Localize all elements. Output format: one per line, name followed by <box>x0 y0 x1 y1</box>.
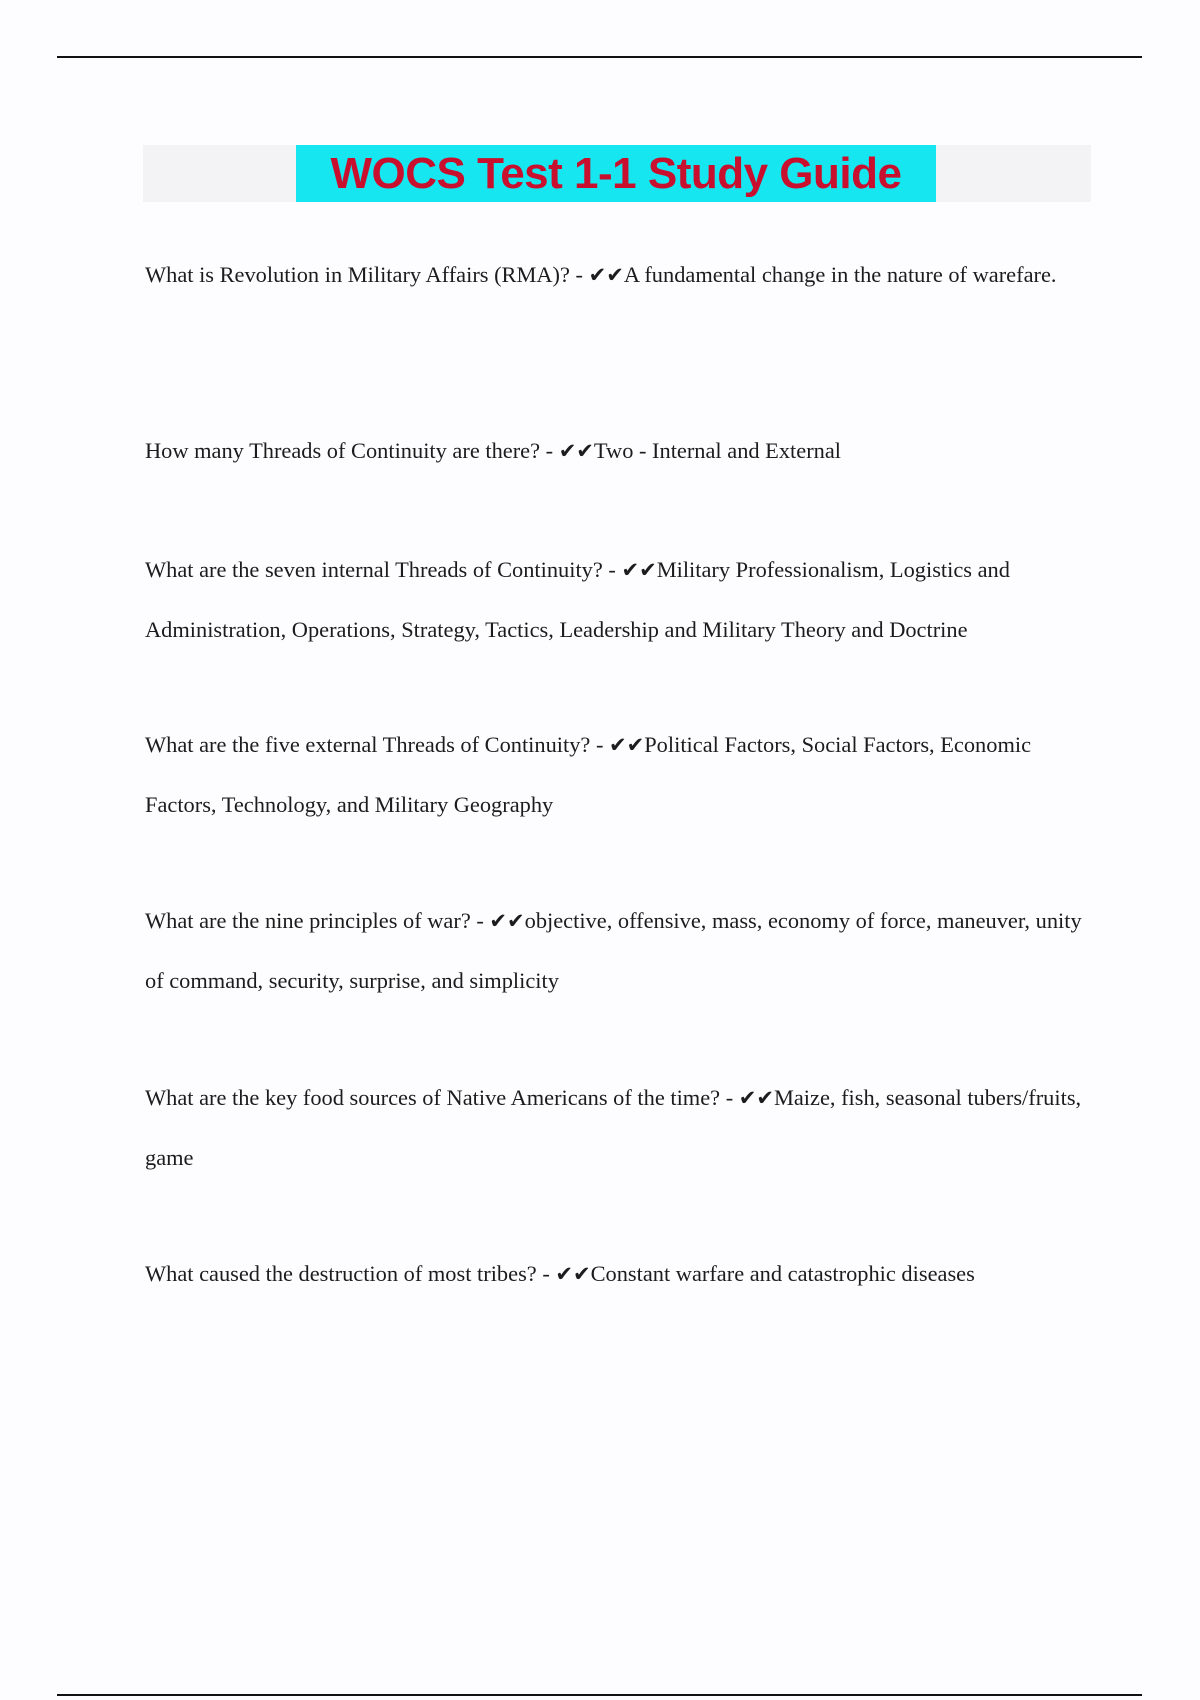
qa-item <box>145 1244 1090 1304</box>
question-text: What are the key food sources of Native Americans of the time? <box>145 1085 721 1110</box>
answer-text: Military Professionalism, Logistics and Administration, Operations, Strategy, Tactics, Leadership and Military Theory and Doctrine <box>145 557 1010 642</box>
check-mark-icon: ✔✔ <box>588 263 624 287</box>
question-text: What are the seven internal Threads of Continuity? <box>145 557 603 582</box>
check-mark-icon: ✔✔ <box>489 909 525 933</box>
separator: - <box>720 1085 739 1110</box>
question-text: What are the five external Threads of Continuity? <box>145 732 591 757</box>
answer-text: A fundamental change in the nature of warefare. <box>623 262 1057 287</box>
answer-text: Political Factors, Social Factors, Economic Factors, Technology, and Military Geography <box>145 732 1032 817</box>
separator: - <box>569 262 589 287</box>
question-text: What is Revolution in Military Affairs (RMA)? <box>145 262 570 287</box>
check-mark-icon: ✔✔ <box>621 558 657 582</box>
separator: - <box>590 732 610 757</box>
answer-text: objective, offensive, mass, economy of force, maneuver, unity of command, security, surprise, and simplicity <box>145 908 1082 993</box>
separator: - <box>536 1261 556 1286</box>
separator: - <box>540 438 559 463</box>
separator: - <box>470 908 490 933</box>
question-text: How many Threads of Continuity are there? <box>145 438 541 463</box>
answer-text: Maize, fish, seasonal tubers/fruits, game <box>145 1085 1082 1170</box>
separator: - <box>602 557 622 582</box>
answer-text: Two - Internal and External <box>593 438 842 463</box>
qa-item <box>145 715 1090 835</box>
page-title: WOCS Test 1-1 Study Guide <box>296 145 936 202</box>
qa-item <box>145 421 1090 481</box>
check-mark-icon: ✔✔ <box>555 1262 591 1286</box>
qa-item <box>145 245 1090 305</box>
check-mark-icon: ✔✔ <box>558 439 594 463</box>
question-text: What caused the destruction of most tribes? <box>145 1261 537 1286</box>
bottom-divider <box>57 1694 1142 1696</box>
top-divider <box>57 56 1142 58</box>
answer-text: Constant warfare and catastrophic diseases <box>590 1261 975 1286</box>
check-mark-icon: ✔✔ <box>738 1086 774 1110</box>
qa-item <box>145 891 1090 1011</box>
qa-item <box>145 1068 1090 1188</box>
check-mark-icon: ✔✔ <box>609 733 645 757</box>
question-text: What are the nine principles of war? <box>145 908 471 933</box>
qa-item <box>145 540 1090 660</box>
